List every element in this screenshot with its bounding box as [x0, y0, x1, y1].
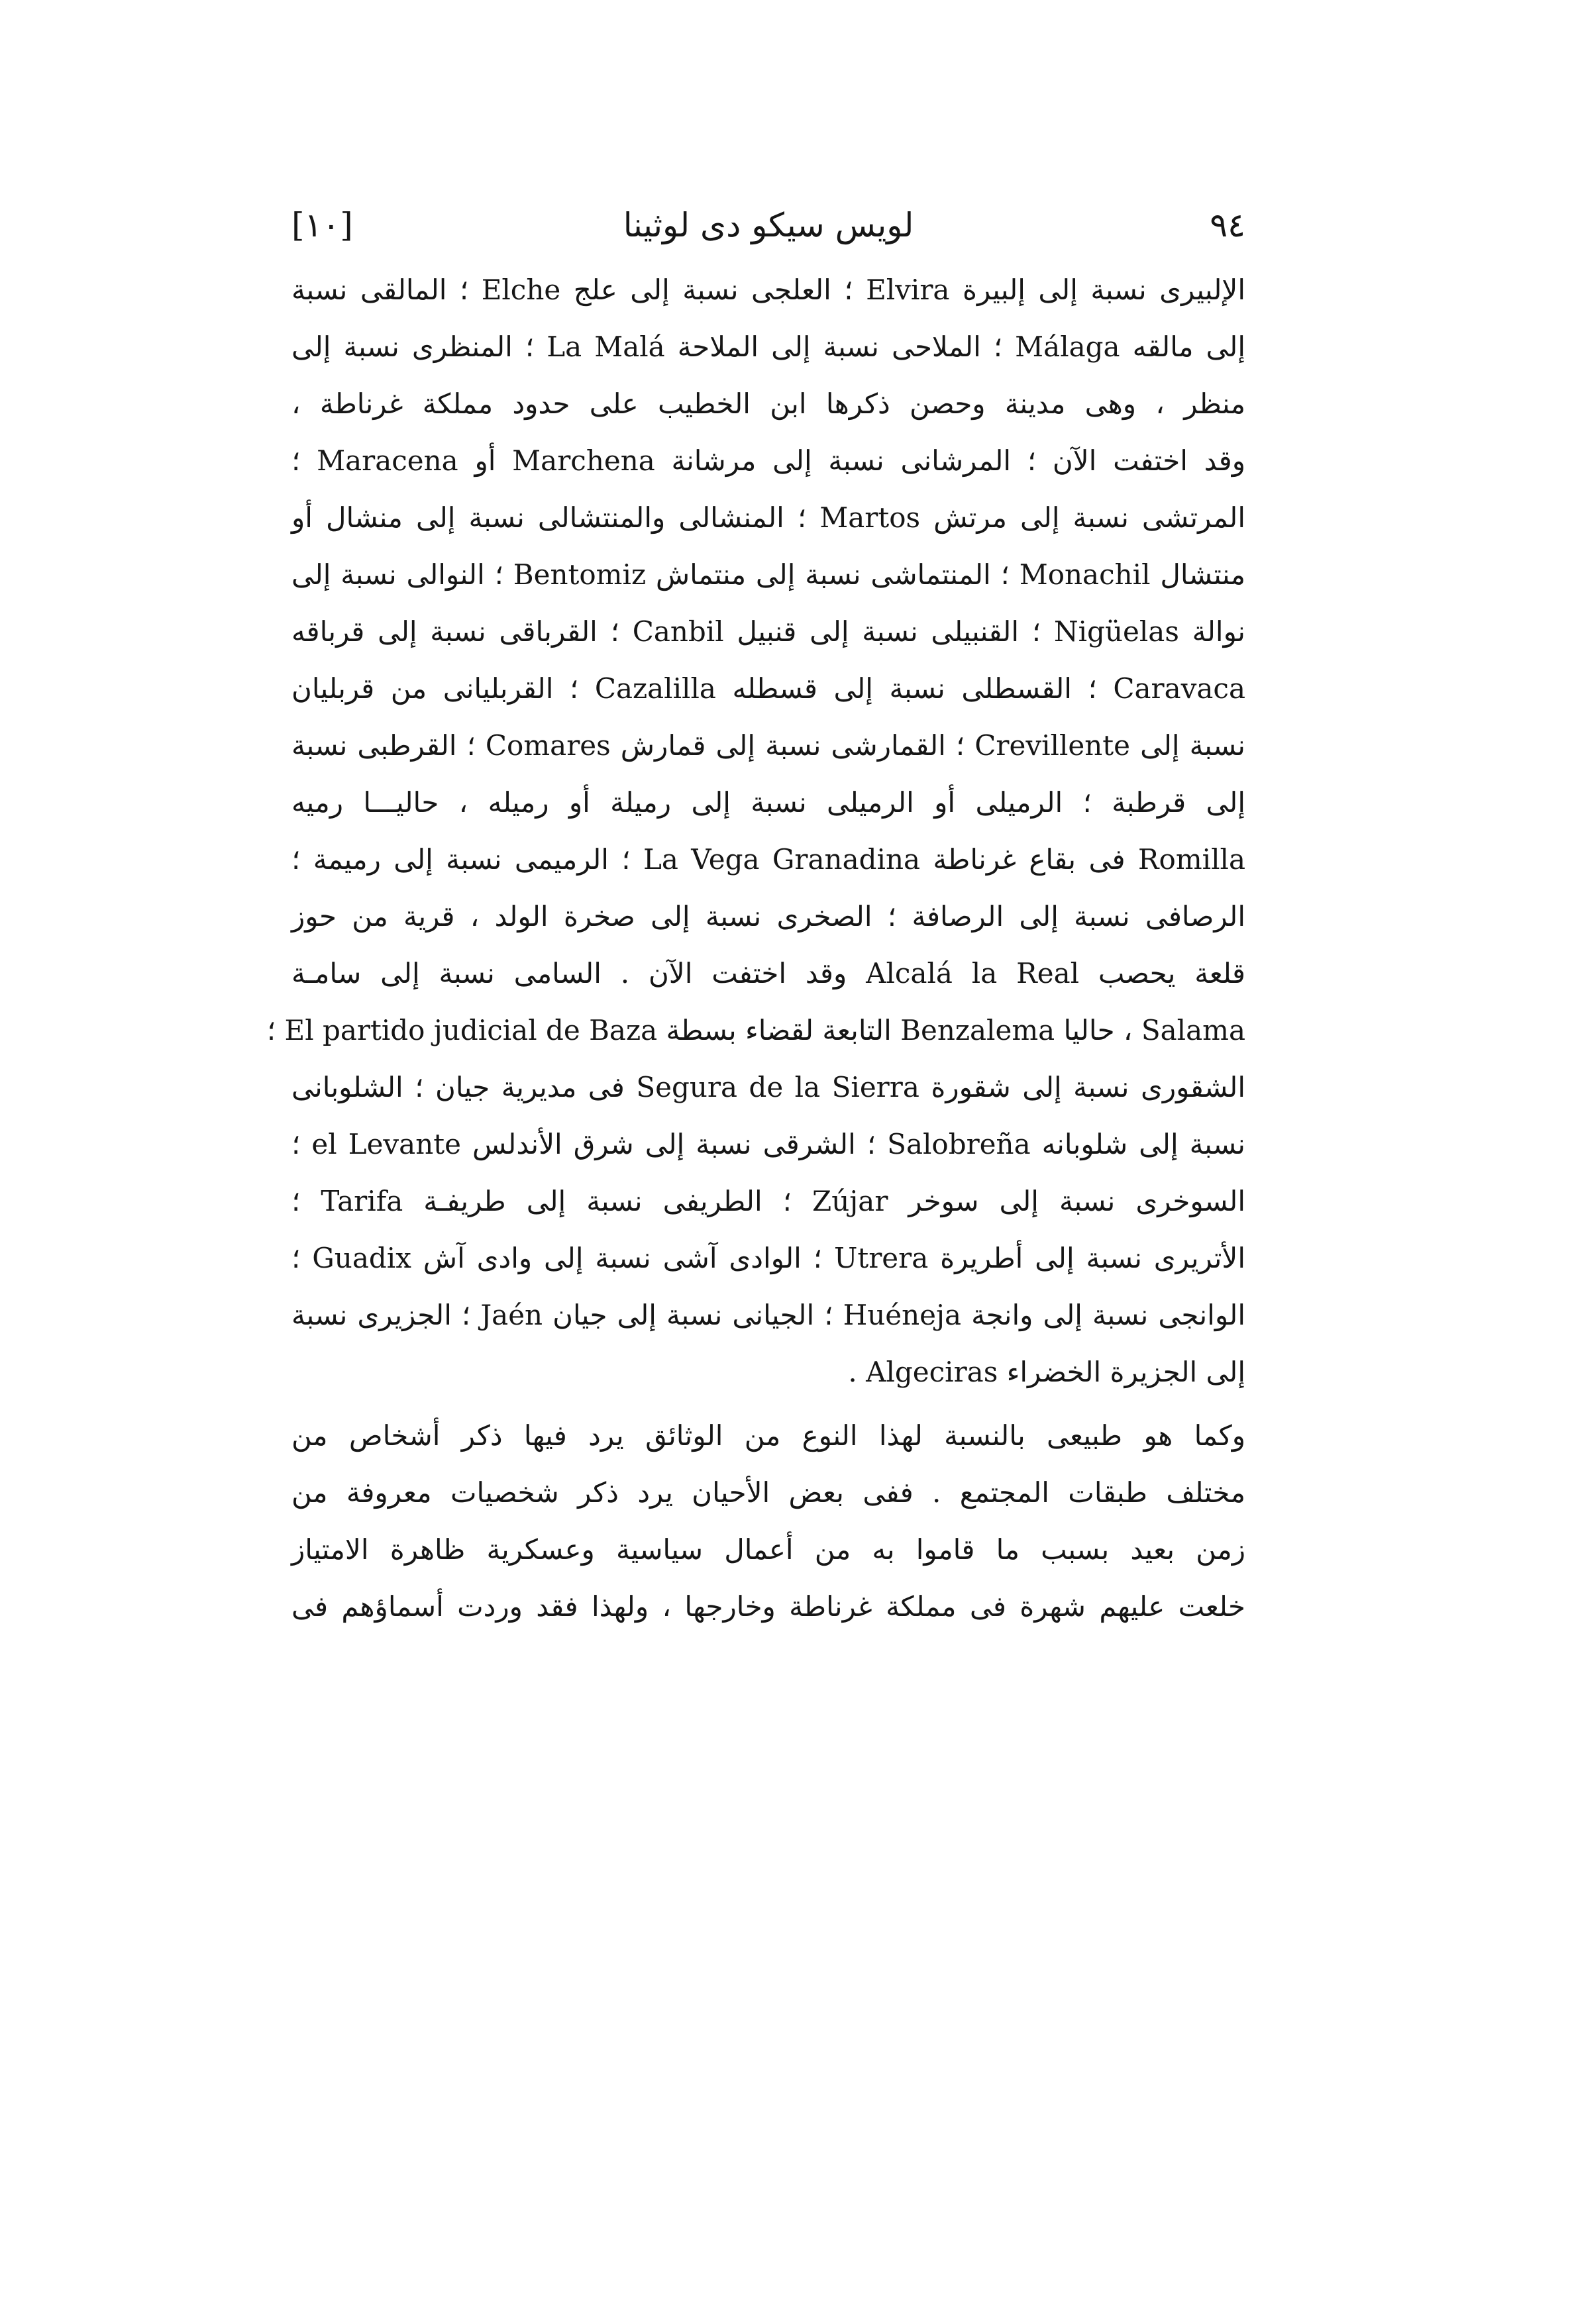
text-line: الوانجى نسبة إلى وانجة Huéneja ؛ الجيانى نسبة إلى جيان Jaén ؛ الجزيرى نسبة — [291, 1299, 1246, 1331]
text-line: الإلبيرى نسبة إلى إلبيرة Elvira ؛ العلجى نسبة إلى علج Elche ؛ المالقى نسبة — [291, 274, 1245, 306]
section-number: [١٠] — [291, 206, 353, 244]
text-line: نسبة إلى Crevillente ؛ القمارشى نسبة إلى قمارش Comares ؛ القرطبى نسبة — [291, 729, 1245, 762]
running-title: لويس سيكو دى لوثينا — [623, 206, 914, 244]
text-line: المرتشى نسبة إلى مرتش Martos ؛ المنشالى والمنتشالى نسبة إلى منشال أو — [291, 501, 1245, 534]
text-line: إلى مالقه Málaga ؛ الملاحى نسبة إلى الملاحة La Malá ؛ المنظرى نسبة إلى — [291, 330, 1246, 363]
text-line: Caravaca ؛ القسطلى نسبة إلى قسطله Cazalilla ؛ القربليانى من قربليان — [291, 672, 1245, 705]
text-line: الأتريرى نسبة إلى أطريرة Utrera ؛ الوادى آشى نسبة إلى وادى آش Guadix ؛ — [291, 1242, 1245, 1274]
text-line: نسبة إلى شلوبانه Salobreña ؛ الشرقى نسبة إلى شرق الأندلس el Levante ؛ — [291, 1128, 1245, 1160]
page-header — [291, 195, 1245, 255]
paragraph-first-line: وكما هو طبيعى بالنسبة لهذا النوع من الوثائق يرد فيها ذكر أشخاص من — [291, 1419, 1245, 1452]
text-line: زمن بعيد بسبب ما قاموا به من أعمال سياسية وعسكرية ظاهرة الامتياز — [291, 1533, 1245, 1566]
text-line: Romilla فى بقاع غرناطة La Vega Granadina ؛ الرميمى نسبة إلى رميمة ؛ — [291, 843, 1245, 876]
text-line: الشقورى نسبة إلى شقورة Segura de la Sierra فى مديرية جيان ؛ الشلوبانى — [291, 1071, 1245, 1103]
text-line: نوالة Nigüelas ؛ القنبيلى نسبة إلى قنبيل Canbil ؛ القرباقى نسبة إلى قرباقه — [291, 615, 1245, 648]
text-line: وقد اختفت الآن ؛ المرشانى نسبة إلى مرشانة Marchena أو Maracena ؛ — [291, 444, 1246, 477]
text-line: إلى قرطبة ؛ الرميلى أو الرميلى نسبة إلى رميلة أو رميله ، حاليـــا رميه — [291, 786, 1245, 819]
text-line: مختلف طبقات المجتمع . ففى بعض الأحيان يرد ذكر شخصيات معروفة من — [291, 1476, 1245, 1509]
text-line: إلى الجزيرة الخضراء Algeciras . — [848, 1356, 1245, 1388]
text-line: Salama ، حاليا Benzalema التابعة لقضاء بسطة El partido judicial de Baza ؛ — [266, 1014, 1245, 1046]
text-line: الرصافى نسبة إلى الرصافة ؛ الصخرى نسبة إلى صخرة الولد ، قرية من حوز — [291, 900, 1245, 933]
text-line: قلعة يحصب Alcalá la Real وقد اختفت الآن . السامى نسبة إلى سامـة — [291, 957, 1245, 989]
text-line: منتشال Monachil ؛ المنتماشى نسبة إلى منتماش Bentomiz ؛ النوالى نسبة إلى — [291, 558, 1245, 591]
text-line: السوخرى نسبة إلى سوخر Zújar ؛ الطريفى نسبة إلى طريفـة Tarifa ؛ — [291, 1185, 1246, 1217]
text-line: منظر ، وهى مدينة وحصن ذكرها ابن الخطيب على حدود مملكة غرناطة ، — [291, 387, 1245, 420]
text-line: خلعت عليهم شهرة فى مملكة غرناطة وخارجها ، ولهذا فقد وردت أسماؤهم فى — [291, 1590, 1245, 1623]
page-number: ٩٤ — [1210, 206, 1245, 244]
body-text — [266, 262, 1246, 1635]
